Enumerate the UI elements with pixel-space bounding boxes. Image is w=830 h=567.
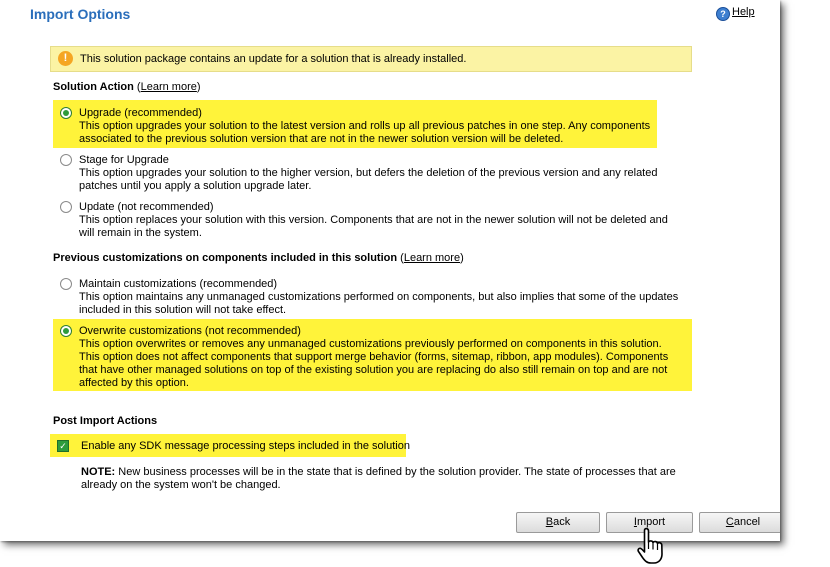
- option-update-label: Update (not recommended): [79, 201, 214, 213]
- sdk-steps-checkbox[interactable]: ✓: [57, 440, 69, 452]
- option-upgrade-label: Upgrade (recommended): [79, 107, 202, 119]
- help-icon: ?: [716, 7, 730, 21]
- solution-action-learn-more-link[interactable]: Learn more: [140, 81, 197, 93]
- dialog-title: Import Options: [30, 6, 131, 22]
- customizations-learn-more-link[interactable]: Learn more: [403, 252, 461, 264]
- paren-open: (: [136, 81, 141, 93]
- option-overwrite-customizations-label: Overwrite customizations (not recommended): [79, 325, 301, 337]
- radio-stage-for-upgrade[interactable]: [60, 154, 72, 166]
- help-label[interactable]: Help: [732, 6, 755, 18]
- help-link[interactable]: [716, 6, 755, 21]
- back-accel: B: [545, 516, 554, 528]
- paren-open: (: [400, 252, 404, 264]
- radio-maintain-customizations[interactable]: [60, 278, 72, 290]
- solution-action-heading: [53, 81, 201, 93]
- paren-close: ): [196, 81, 201, 93]
- option-maintain-customizations-description: This option maintains any unmanaged customizations performed on components, but also implies that some of the updates included in this solution will not take effect.: [79, 291, 679, 316]
- radio-update[interactable]: [60, 201, 72, 213]
- note-text: New business processes will be in the state that is defined by the solution provider. The state of processes that are already on the system won't be changed.: [81, 466, 676, 491]
- option-update-description: This option replaces your solution with this version. Components that are not in the newer solution will not be deleted and will remain in the system.: [79, 214, 668, 239]
- warning-text: This solution package contains an update for a solution that is already installed.: [80, 53, 467, 65]
- update-warning-banner: [50, 46, 692, 72]
- cancel-accel: C: [725, 516, 734, 528]
- customizations-heading-text: Previous customizations on components included in this solution: [53, 252, 398, 264]
- warning-icon: !: [58, 51, 73, 66]
- option-maintain-customizations-label: Maintain customizations (recommended): [79, 278, 278, 290]
- import-rest: mport: [636, 516, 666, 528]
- radio-overwrite-customizations[interactable]: [60, 325, 72, 337]
- solution-action-heading-text: Solution Action: [53, 81, 134, 93]
- cancel-button[interactable]: [699, 512, 780, 533]
- cancel-rest: ancel: [733, 516, 761, 528]
- radio-upgrade[interactable]: [60, 107, 72, 119]
- option-overwrite-customizations-description: This option overwrites or removes any unmanaged customizations previously performed on components in this solution. This option does not affect components that support merge behavior (forms, sitemap, ribbon, app modules). Components that have other managed solutions on top of the existing solution you are replacing do also still remain on top and are not affected by this option.: [79, 338, 669, 389]
- post-import-note: [81, 466, 681, 492]
- option-stage-for-upgrade-description: This option upgrades your solution to the higher version, but defers the deletion of the previous version and any related patches until you apply a solution upgrade later.: [79, 167, 658, 192]
- note-label: NOTE:: [81, 466, 116, 478]
- option-stage-for-upgrade-label: Stage for Upgrade: [79, 154, 169, 166]
- paren-close: ): [460, 252, 464, 264]
- import-accel: I: [633, 516, 637, 528]
- sdk-steps-checkbox-label[interactable]: Enable any SDK message processing steps included in the solution: [81, 440, 410, 452]
- option-upgrade-description: This option upgrades your solution to the latest version and rolls up all previous patches in one step. Any components associated to the previous solution version that are not in the newer solution version will be deleted.: [79, 120, 651, 145]
- hand-cursor-icon: [636, 527, 668, 567]
- post-import-heading: Post Import Actions: [53, 415, 158, 427]
- customizations-heading: [53, 252, 464, 264]
- back-rest: ack: [553, 516, 571, 528]
- back-button[interactable]: [516, 512, 600, 533]
